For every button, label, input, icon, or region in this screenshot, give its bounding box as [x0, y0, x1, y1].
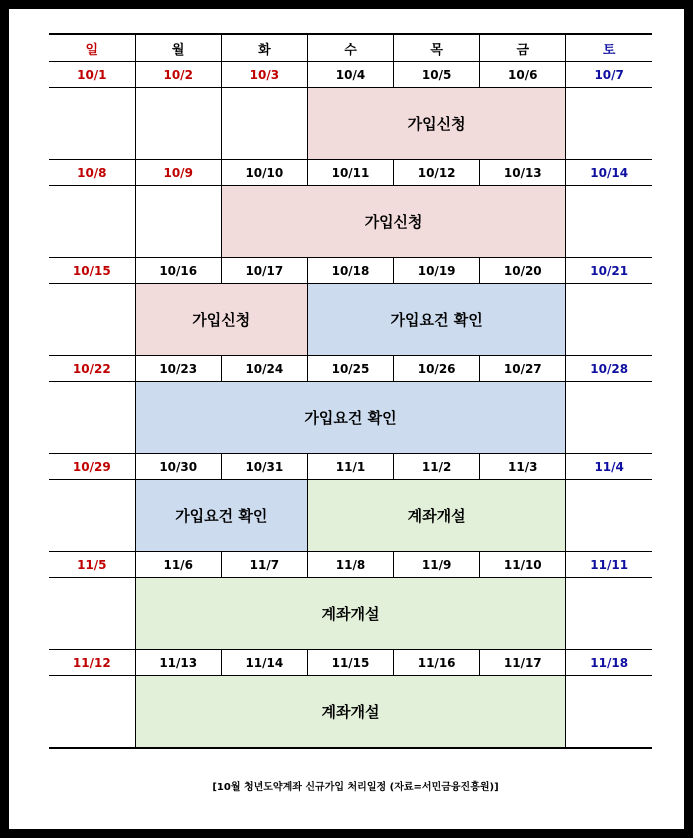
empty-cell	[49, 578, 135, 650]
phase-block-green: 계좌개설	[135, 578, 566, 650]
empty-cell	[566, 284, 652, 356]
weekday-fri: 금	[480, 34, 566, 62]
date-cell: 10/24	[221, 356, 307, 382]
date-cell: 10/18	[307, 258, 393, 284]
date-cell: 11/8	[307, 552, 393, 578]
date-row	[49, 356, 652, 382]
date-cell: 10/6	[480, 62, 566, 88]
date-cell: 10/28	[566, 356, 652, 382]
schedule-row	[49, 88, 652, 160]
schedule-row	[49, 382, 652, 454]
schedule-row	[49, 676, 652, 749]
empty-cell	[49, 186, 135, 258]
empty-cell	[566, 88, 652, 160]
phase-block-pink: 가입신청	[307, 88, 565, 160]
weekday-header-row	[49, 34, 652, 62]
date-cell: 10/2	[135, 62, 221, 88]
phase-block-blue: 가입요건 확인	[135, 480, 307, 552]
date-cell: 10/15	[49, 258, 135, 284]
phase-block-blue: 가입요건 확인	[307, 284, 565, 356]
weekday-thu: 목	[394, 34, 480, 62]
empty-cell	[566, 578, 652, 650]
empty-cell	[221, 88, 307, 160]
date-cell: 11/1	[307, 454, 393, 480]
date-cell: 10/26	[394, 356, 480, 382]
date-cell: 10/9	[135, 160, 221, 186]
date-cell: 11/7	[221, 552, 307, 578]
schedule-row	[49, 480, 652, 552]
phase-block-pink: 가입신청	[221, 186, 566, 258]
date-cell: 11/2	[394, 454, 480, 480]
date-cell: 10/27	[480, 356, 566, 382]
phase-block-green: 계좌개설	[135, 676, 566, 749]
date-cell: 10/16	[135, 258, 221, 284]
date-cell: 11/5	[49, 552, 135, 578]
empty-cell	[566, 480, 652, 552]
date-cell: 10/5	[394, 62, 480, 88]
date-cell: 11/9	[394, 552, 480, 578]
empty-cell	[566, 186, 652, 258]
date-cell: 11/16	[394, 650, 480, 676]
empty-cell	[566, 382, 652, 454]
date-cell: 10/13	[480, 160, 566, 186]
date-cell: 10/8	[49, 160, 135, 186]
date-cell: 10/31	[221, 454, 307, 480]
empty-cell	[135, 186, 221, 258]
date-cell: 11/17	[480, 650, 566, 676]
schedule-row	[49, 578, 652, 650]
phase-block-green: 계좌개설	[307, 480, 565, 552]
date-cell: 10/1	[49, 62, 135, 88]
date-cell: 10/30	[135, 454, 221, 480]
phase-block-pink: 가입신청	[135, 284, 307, 356]
empty-cell	[49, 676, 135, 749]
date-cell: 10/12	[394, 160, 480, 186]
date-cell: 11/3	[480, 454, 566, 480]
date-cell: 11/4	[566, 454, 652, 480]
date-cell: 10/19	[394, 258, 480, 284]
date-row	[49, 650, 652, 676]
date-cell: 11/14	[221, 650, 307, 676]
date-cell: 10/4	[307, 62, 393, 88]
date-cell: 10/11	[307, 160, 393, 186]
weekday-wed: 수	[307, 34, 393, 62]
date-cell: 10/3	[221, 62, 307, 88]
date-cell: 10/23	[135, 356, 221, 382]
date-cell: 11/10	[480, 552, 566, 578]
date-row	[49, 160, 652, 186]
weekday-sun: 일	[49, 34, 135, 62]
source-caption: [10월 청년도약계좌 신규가입 처리일정 (자료=서민금융진흥원)]	[212, 782, 499, 793]
date-row	[49, 62, 652, 88]
date-cell: 10/25	[307, 356, 393, 382]
date-cell: 10/14	[566, 160, 652, 186]
date-cell: 10/20	[480, 258, 566, 284]
schedule-calendar	[49, 33, 652, 749]
weekday-sat: 토	[566, 34, 652, 62]
calendar-body	[49, 34, 652, 748]
date-cell: 10/22	[49, 356, 135, 382]
weekday-mon: 월	[135, 34, 221, 62]
date-cell: 10/29	[49, 454, 135, 480]
date-row	[49, 454, 652, 480]
empty-cell	[135, 88, 221, 160]
date-cell: 10/21	[566, 258, 652, 284]
empty-cell	[49, 480, 135, 552]
date-cell: 10/7	[566, 62, 652, 88]
date-cell: 11/11	[566, 552, 652, 578]
empty-cell	[49, 284, 135, 356]
empty-cell	[49, 382, 135, 454]
date-cell: 11/12	[49, 650, 135, 676]
date-cell: 11/15	[307, 650, 393, 676]
phase-block-blue: 가입요건 확인	[135, 382, 566, 454]
date-row	[49, 552, 652, 578]
date-row	[49, 258, 652, 284]
empty-cell	[49, 88, 135, 160]
date-cell: 11/13	[135, 650, 221, 676]
empty-cell	[566, 676, 652, 749]
date-cell: 10/10	[221, 160, 307, 186]
date-cell: 11/6	[135, 552, 221, 578]
weekday-tue: 화	[221, 34, 307, 62]
schedule-row	[49, 186, 652, 258]
date-cell: 10/17	[221, 258, 307, 284]
date-cell: 11/18	[566, 650, 652, 676]
schedule-row	[49, 284, 652, 356]
